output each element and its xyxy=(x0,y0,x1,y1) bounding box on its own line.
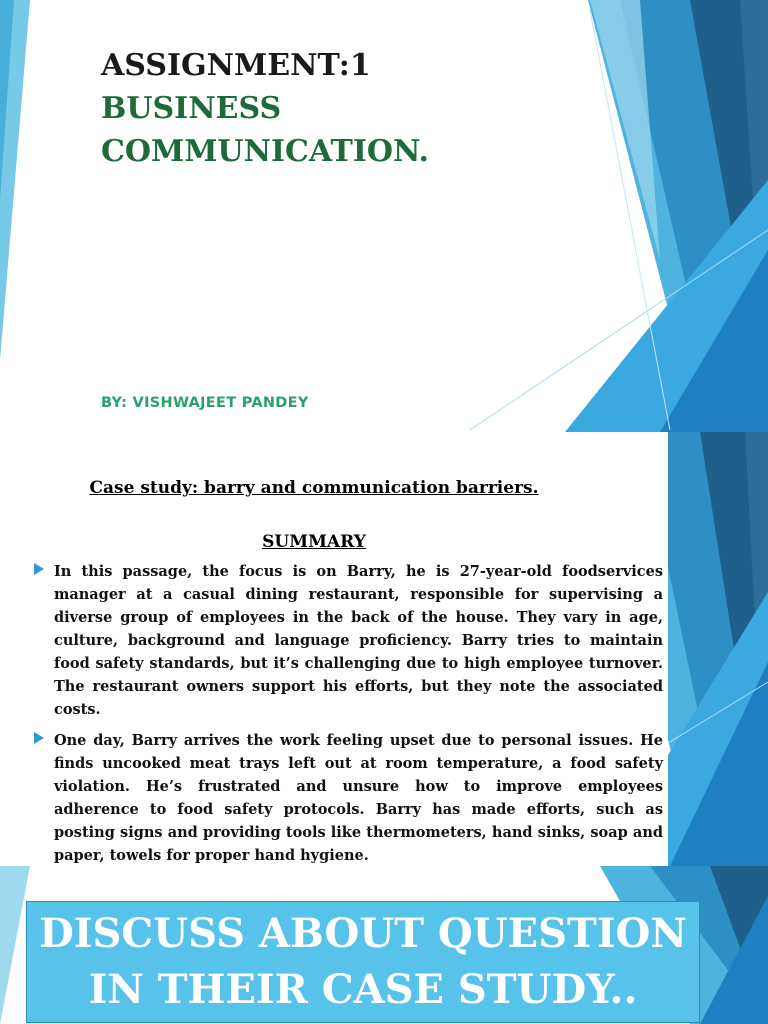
question-banner xyxy=(26,901,700,1023)
case-study-title: Case study: barry and communication barriers. xyxy=(89,478,539,498)
bullet-text: In this passage, the focus is on Barry, he is 27-year-old foodservices manager at a casual dining restaurant, responsible for supervising a diverse group of employees in the back of the house. They vary in age, culture, background and language proficiency. Barry tries to maintain food safety standards, but it’s challenging due to high employee turnover. The restaurant owners support his efforts, but they note the associated costs. xyxy=(54,563,663,718)
list-item xyxy=(34,560,663,721)
subject-title-line2: COMMUNICATION. xyxy=(101,134,429,169)
banner-text: DISCUSS ABOUT QUESTION IN THEIR CASE STUDY.. xyxy=(39,910,687,1013)
list-item xyxy=(34,729,663,866)
assignment-title: ASSIGNMENT:1 xyxy=(101,48,371,83)
title-slide xyxy=(0,0,768,432)
summary-heading: SUMMARY xyxy=(262,532,366,552)
triangle-bullet-icon xyxy=(34,732,44,744)
question-slide xyxy=(0,866,768,1024)
author-byline: BY: VISHWAJEET PANDEY xyxy=(101,395,309,411)
summary-slide xyxy=(0,432,768,866)
summary-bullet-list xyxy=(34,560,663,866)
subject-title-line1: BUSINESS xyxy=(101,91,282,126)
title-block xyxy=(101,44,521,173)
triangle-bullet-icon xyxy=(34,563,44,575)
bullet-text: One day, Barry arrives the work feeling upset due to personal issues. He finds uncooked meat trays left out at room temperature, a food safety violation. He’s frustrated and unsure how to improve employees adherence to food safety protocols. Barry has made efforts, such as posting signs and providing tools like thermometers, hand sinks, soap and paper, towels for proper hand hygiene. xyxy=(54,732,663,864)
